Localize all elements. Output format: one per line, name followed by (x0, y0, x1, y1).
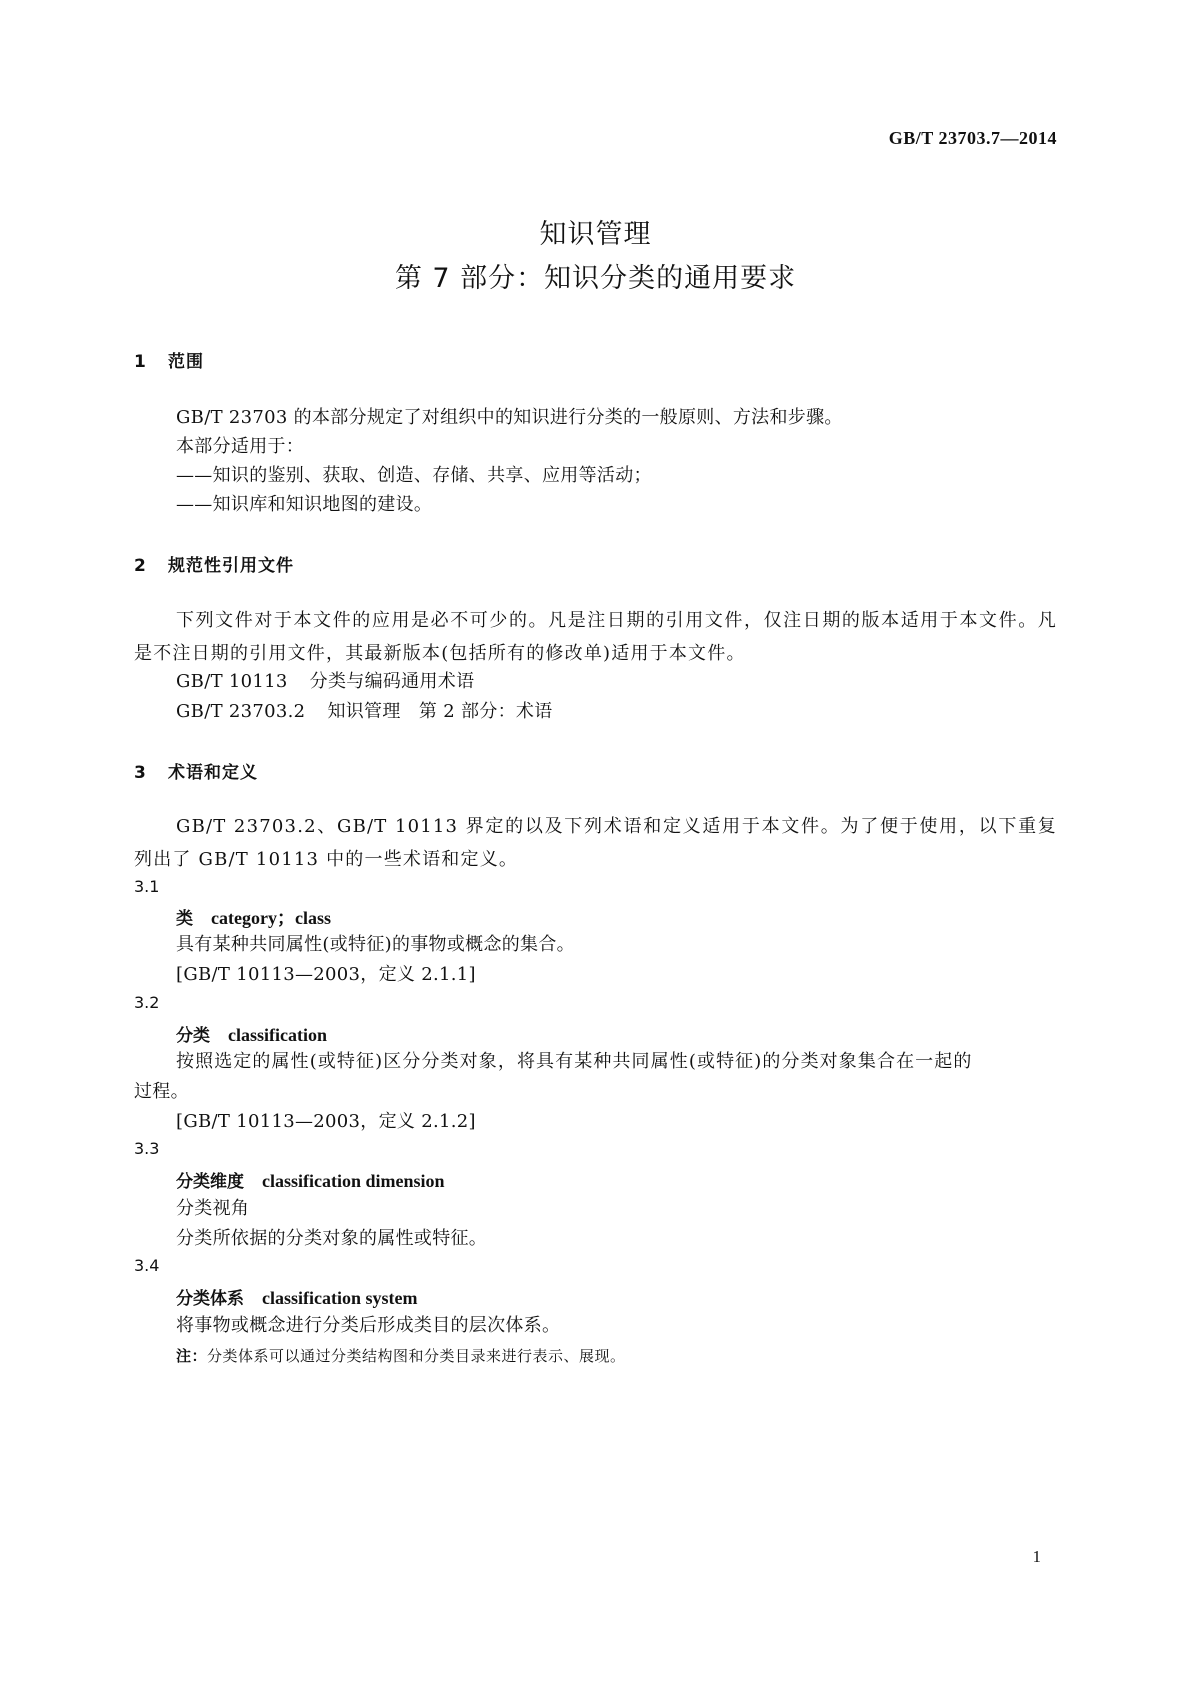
section-title: 术语和定义 (168, 763, 258, 783)
term-admitted: 分类视角 (176, 1198, 250, 1219)
term-en: classification (228, 1025, 327, 1045)
term-heading (176, 1167, 445, 1192)
section-number: 3 (134, 763, 147, 783)
term-definition-line2: 过程。 (134, 1081, 189, 1102)
term-definition: 分类所依据的分类对象的属性或特征。 (176, 1228, 488, 1249)
section-3-paragraph-1: GB/T 23703.2、GB/T 10113 界定的以及下列术语和定义适用于本文件。为了便于使用，以下重复列出了 GB/T 10113 中的一些术语和定义。 (134, 816, 1057, 870)
document-title-line2: 第 7 部分：知识分类的通用要求 (394, 263, 797, 294)
section-title: 范围 (168, 352, 204, 372)
reference-code: GB/T 10113 (176, 671, 288, 692)
term-source: [GB/T 10113—2003，定义 2.1.2] (176, 1111, 476, 1132)
normative-reference-1 (176, 666, 474, 697)
reference-title: 分类与编码通用术语 (309, 671, 475, 692)
section-2-heading (134, 551, 294, 576)
term-definition: 将事物或概念进行分类后形成类目的层次体系。 (176, 1315, 561, 1336)
section-number: 2 (134, 556, 147, 576)
term-number: 3.1 (134, 877, 160, 896)
section-2-paragraph-1: 下列文件对于本文件的应用是必不可少的。凡是注日期的引用文件，仅注日期的版本适用于本文件。凡是不注日期的引用文件，其最新版本(包括所有的修改单)适用于本文件。 (134, 610, 1057, 664)
note-label: 注： (176, 1347, 208, 1365)
term-heading (176, 1021, 327, 1046)
section-number: 1 (134, 352, 147, 372)
term-en: classification system (262, 1288, 418, 1308)
section-1-list-item-2: ——知识库和知识地图的建设。 (176, 494, 433, 515)
section-3-heading (134, 758, 258, 783)
term-zh: 分类维度 (176, 1172, 244, 1192)
term-definition-line1: 按照选定的属性(或特征)区分分类对象，将具有某种共同属性(或特征)的分类对象集合在一起的 (176, 1051, 973, 1072)
standard-code: GB/T 23703.7—2014 (888, 128, 1057, 148)
term-number: 3.3 (134, 1139, 160, 1158)
note-text: 分类体系可以通过分类结构图和分类目录来进行表示、展现。 (207, 1347, 626, 1365)
term-zh: 分类体系 (176, 1289, 244, 1309)
term-number: 3.4 (134, 1256, 160, 1275)
term-zh: 类 (176, 909, 193, 929)
term-definition: 具有某种共同属性(或特征)的事物或概念的集合。 (176, 934, 575, 955)
document-title-line1: 知识管理 (539, 219, 652, 250)
page-number: 1 (1032, 1547, 1041, 1566)
reference-code: GB/T 23703.2 (176, 701, 306, 722)
term-en: category；class (211, 908, 331, 928)
section-1-paragraph-1: GB/T 23703 的本部分规定了对组织中的知识进行分类的一般原则、方法和步骤。 (176, 407, 843, 428)
section-1-list-item-1: ——知识的鉴别、获取、创造、存储、共享、应用等活动； (176, 465, 652, 486)
term-heading (176, 904, 331, 930)
term-source: [GB/T 10113—2003，定义 2.1.1] (176, 964, 476, 985)
reference-title: 知识管理 第 2 部分：术语 (327, 701, 553, 722)
normative-reference-2 (176, 696, 553, 727)
term-note (176, 1345, 626, 1366)
term-heading (176, 1284, 417, 1309)
term-en: classification dimension (262, 1171, 445, 1191)
section-1-heading (134, 347, 204, 372)
term-zh: 分类 (176, 1026, 210, 1046)
section-1-paragraph-2: 本部分适用于： (176, 436, 305, 457)
term-number: 3.2 (134, 993, 160, 1012)
section-title: 规范性引用文件 (168, 556, 294, 576)
